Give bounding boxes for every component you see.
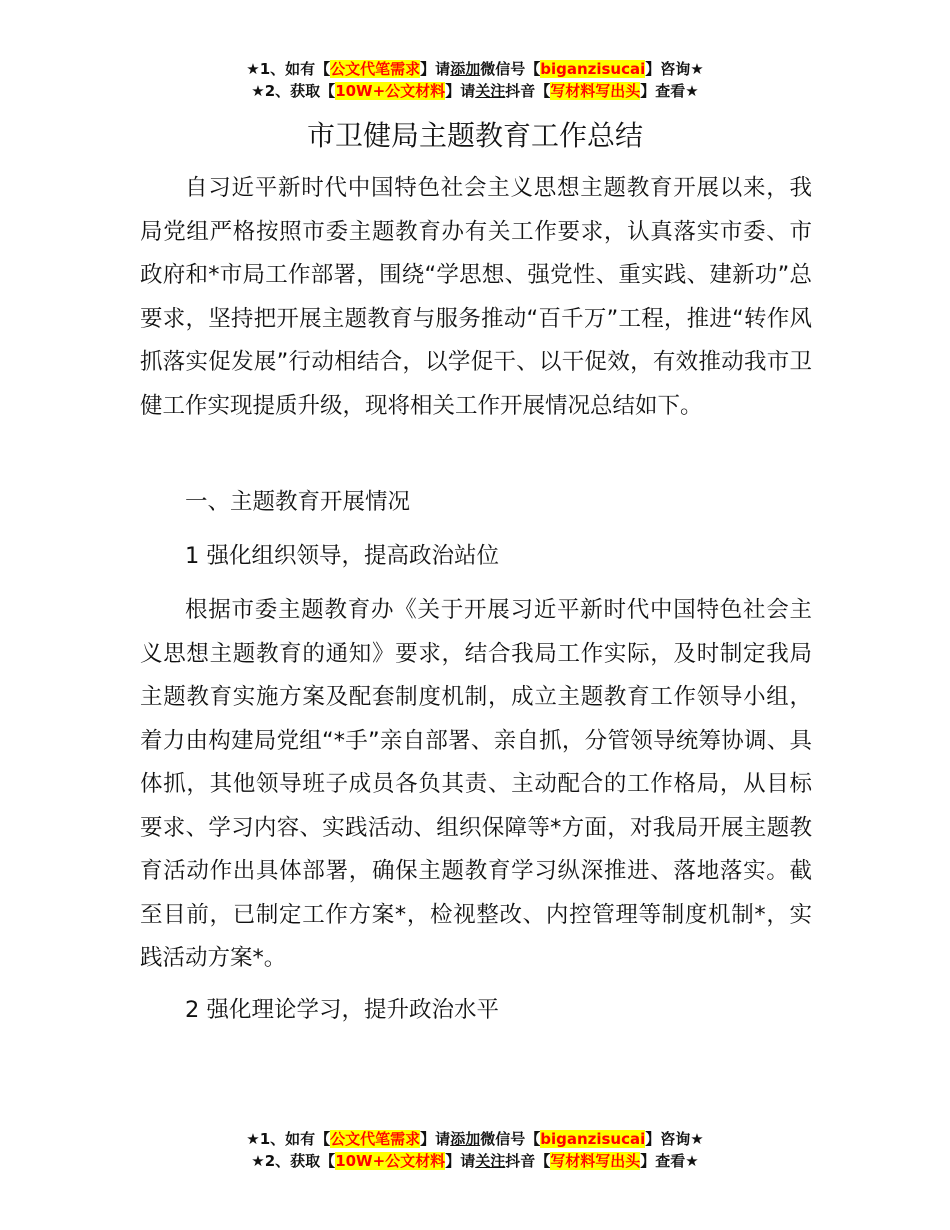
highlight-douyin: 写材料写出头 <box>550 1152 641 1170</box>
highlight-ghostwriting: 公文代笔需求 <box>330 60 421 78</box>
banner-line-2: ★2、获取【10W+公文材料】请关注抖音【写材料写出头】查看★ <box>251 82 699 100</box>
highlight-materials: 10W+公文材料 <box>335 1152 446 1170</box>
document-title: 市卫健局主题教育工作总结 <box>306 119 643 152</box>
subsection-heading-2: 2 强化理论学习，提升政治水平 <box>185 997 499 1023</box>
highlight-materials: 10W+公文材料 <box>335 82 446 100</box>
highlight-ghostwriting: 公文代笔需求 <box>330 1130 421 1148</box>
subsection-paragraph-1: 根据市委主题教育办《关于开展习近平新时代中国特色社会主义思想主题教育的通知》要求，结合我局工作实际，及时制定我局主题教育实施方案及配套制度机制，成立主题教育工作领导小组，着力由构建局党组“*手”亲自部署、亲自抓，分管领导统筹协调、具体抓，其他领导班子成员各负其责、主动配合的工作格局，从目标要求、学习内容、实践活动、组织保障等*方面，对我局开展主题教育活动作出具体部署，确保主题教育学习纵深推进、落地落实。截至目前，已制定工作方案*，检视整改、内控管理等制度机制*，实践活动方案*。 <box>140 597 812 971</box>
intro-paragraph: 自习近平新时代中国特色社会主义思想主题教育开展以来，我局党组严格按照市委主题教育办有关工作要求，认真落实市委、市政府和*市局工作部署，围绕“学思想、强党性、重实践、建新功”总要求，坚持把开展主题教育与服务推动“百千万”工程，推进“转作风抓落实促发展”行动相结合，以学促干、以干促效，有效推动我市卫健工作实现提质升级，现将相关工作开展情况总结如下。 <box>140 175 812 419</box>
highlight-wechat-id: biganzisucai <box>540 1130 646 1148</box>
banner-line-1: ★1、如有【公文代笔需求】请添加微信号【biganzisucai】咨询★ <box>246 1130 704 1148</box>
highlight-wechat-id: biganzisucai <box>540 60 646 78</box>
subsection-heading-1: 1 强化组织领导，提高政治站位 <box>185 543 499 569</box>
highlight-douyin: 写材料写出头 <box>550 82 641 100</box>
banner-line-1: ★1、如有【公文代笔需求】请添加微信号【biganzisucai】咨询★ <box>246 60 704 78</box>
bottom-banner <box>0 1128 950 1172</box>
section-heading-1: 一、主题教育开展情况 <box>185 489 411 515</box>
banner-line-2: ★2、获取【10W+公文材料】请关注抖音【写材料写出头】查看★ <box>251 1152 699 1170</box>
top-banner <box>0 58 950 102</box>
